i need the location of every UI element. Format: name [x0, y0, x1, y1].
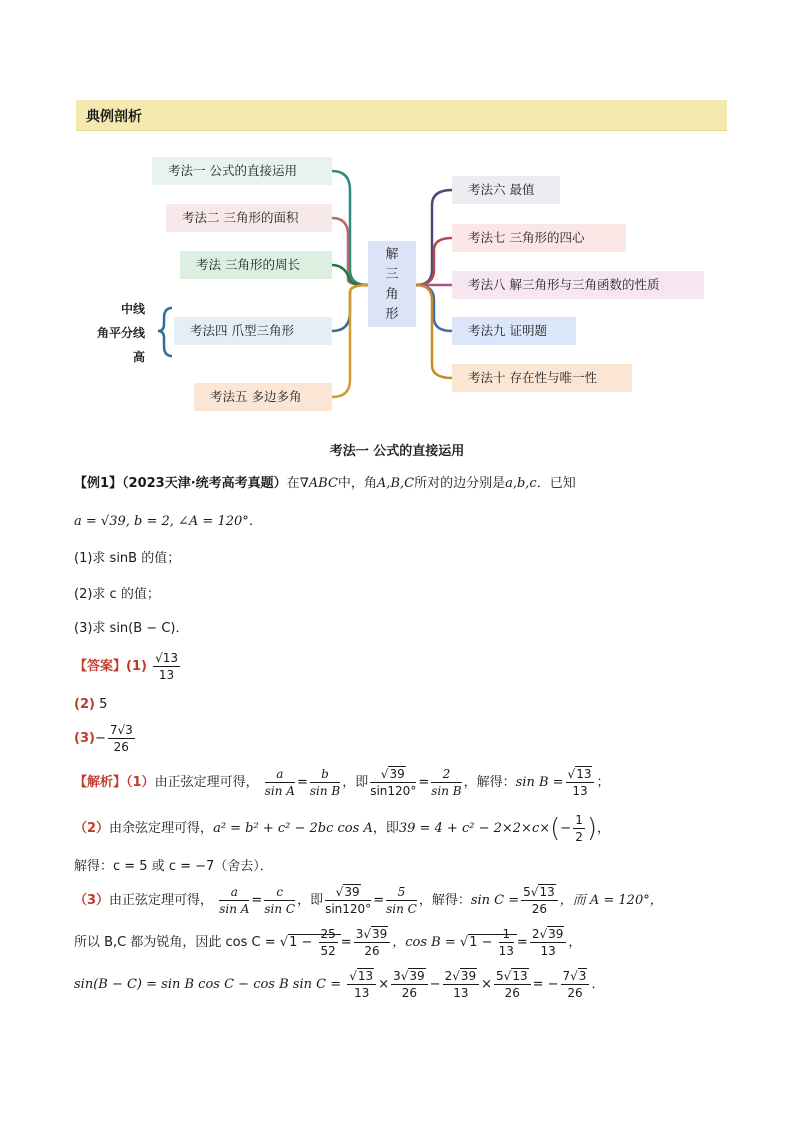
mindmap-node-method-3: 考法 三角形的周长 [180, 251, 332, 279]
analysis-1: 【解析】（1）由正弦定理可得， $\frac{a}{\text{sin A}}$ = $\frac{b}{\text{sin B}}$ ，即 $\frac{√39}{\sin 120^\circ}$ = $\frac{2}{\text{sin B}}$ ，解得：sin B = $\frac{√13}{13}$ ； [74, 767, 610, 798]
mindmap-node-method-6: 考法六 最值 [452, 176, 560, 204]
mindmap-node-method-5: 考法五 多边多角 [194, 383, 332, 411]
mindmap-node-method-4: 考法四 爪型三角形 [174, 317, 332, 345]
example-stem: 【例1】（2023天津·统考高考真题）在∇ABC中，角A,B,C所对的边分别是a,b,c．已知 [74, 476, 576, 491]
mindmap-node-method-1: 考法一 公式的直接运用 [152, 157, 332, 185]
analysis-2: （2）由余弦定理可得，a² = b² + c² − 2bc cos A，即39 = 4 + c² − 2×2×c×(− $\frac{1}{2}$ )， [74, 813, 610, 844]
answer-1: 【答案】(1) $\frac{√13}{13}$ [74, 651, 179, 682]
question-3: (3)求 sin(B − C)． [74, 621, 189, 636]
mindmap-node-method-9: 考法九 证明题 [452, 317, 576, 345]
mindmap-node-method-7: 考法七 三角形的四心 [452, 224, 626, 252]
mindmap-node-method-2: 考法二 三角形的面积 [166, 204, 332, 232]
method-title: 考法一 公式的直接运用 [329, 444, 465, 459]
example-given: a = √39, b = 2, ∠A = 120°． [74, 514, 262, 529]
brace-label-median: 中线 [120, 302, 145, 316]
mindmap-center: 解 三 角 形 [368, 241, 416, 327]
brace-label-altitude: 高 [132, 350, 145, 364]
analysis-3: 解得：c = 5 或 c = −7（舍去）． [74, 859, 273, 874]
question-2: (2)求 c 的值； [74, 587, 160, 602]
analysis-6: sin(B − C) = sin B cos C − cos B sin C = $\frac{√13}{13}$ × $\frac{3√39}{26}$ − $\frac{2√39}{13}$ × $\frac{5√13}{26}$ = − $\frac{7√3}{26}$ ． [74, 969, 605, 1000]
answer-2: (2) 5 [74, 697, 108, 712]
answer-3: (3)− $\frac{7√3}{26}$ [74, 723, 133, 754]
mindmap-node-method-10: 考法十 存在性与唯一性 [452, 364, 632, 392]
question-1: (1)求 sinB 的值； [74, 551, 181, 566]
analysis-4: （3）由正弦定理可得， $\frac{a}{\text{sin A}}$ = $\frac{c}{\text{sin C}}$ ，即 $\frac{√39}{\sin 120^\circ}$ = $\frac{5}{\text{sin C}}$ ，解得：sin C = $\frac{5√13}{26}$ ，而 A = 120°， [74, 885, 663, 916]
section-title: 典例剖析 [86, 109, 142, 125]
brace-label-bisector: 角平分线 [96, 326, 145, 340]
brace [158, 308, 172, 356]
analysis-5: 所以 B,C 都为锐角，因此 cos C = √1 − $\frac{25}{52}$ = $\frac{3√39}{26}$ ，cos B = √1 − $\frac{1}{13}$ = $\frac{2√39}{13}$ ， [74, 927, 582, 958]
mindmap-node-method-8: 考法八 解三角形与三角函数的性质 [452, 271, 704, 299]
